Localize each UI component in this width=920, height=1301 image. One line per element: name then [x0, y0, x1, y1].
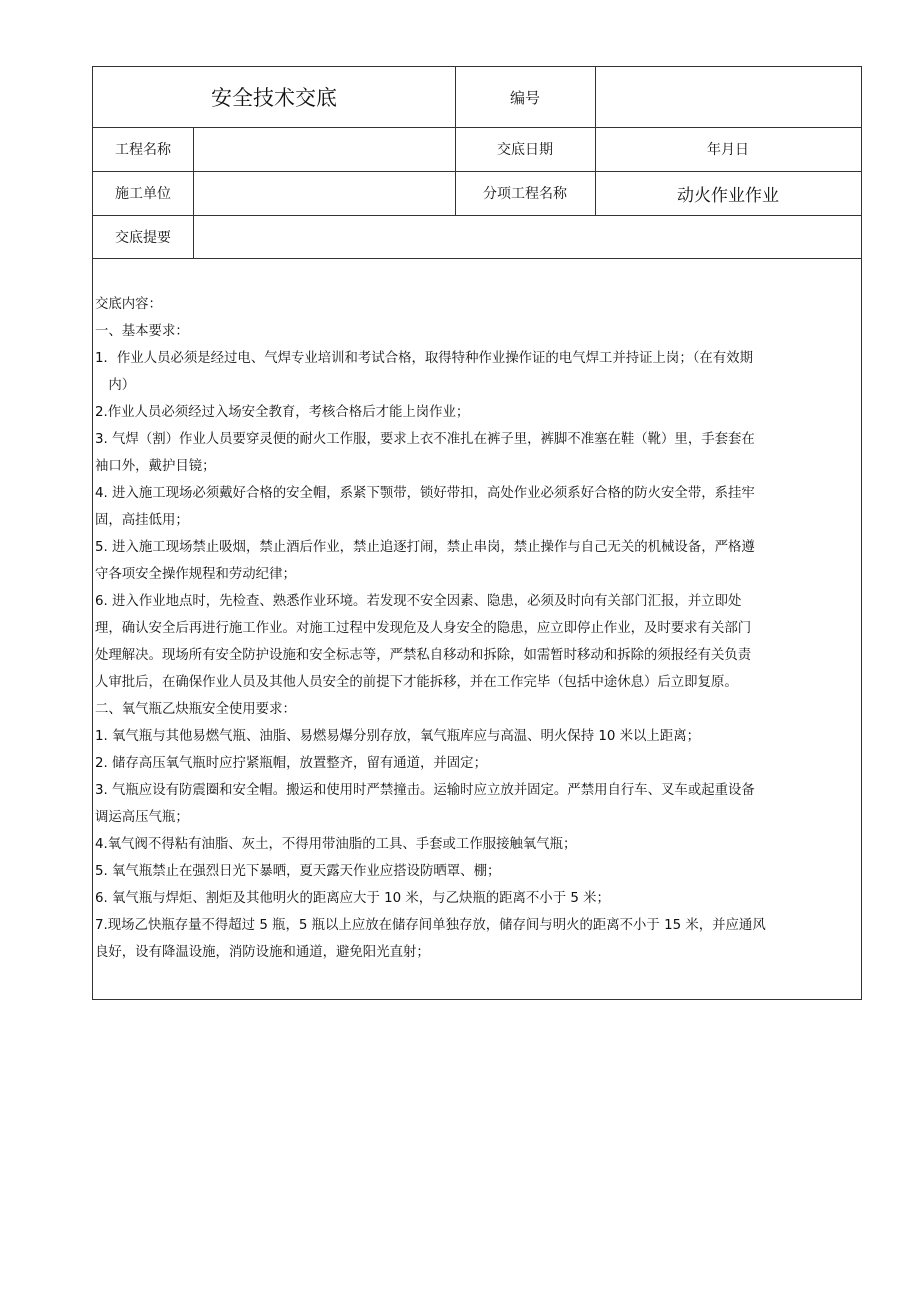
- content-line: 交底内容：: [95, 297, 162, 312]
- content-line: 7.现场乙快瓶存量不得超过 5 瓶，5 瓶以上应放在储存间单独存放，储存间与明火的距离不小于 15 米，并应通风: [95, 918, 766, 933]
- content-line: 良好，设有降温设施，消防设施和通道，避免阳光直射；: [95, 945, 430, 960]
- disclosure-date-label: 交底日期: [497, 142, 553, 158]
- project-name-field[interactable]: [193, 127, 455, 171]
- sub-project-field[interactable]: 动火作业作业: [677, 185, 779, 206]
- content-line: 固，高挂低用；: [95, 513, 189, 528]
- content-line: 处理解决。现场所有安全防护设施和安全标志等，严禁私自移动和拆除，如需暂时移动和拆除的须报经有关负责: [95, 648, 752, 663]
- content-line: 3. 气焊（割）作业人员要穿灵便的耐火工作服，要求上衣不准扎在裤子里，裤脚不准塞在鞋（靴）里，手套套在: [95, 432, 755, 447]
- content-line: 1. 氧气瓶与其他易燃气瓶、油脂、易燃易爆分别存放，氧气瓶库应与高温、明火保持 10 米以上距离；: [95, 729, 700, 744]
- content-line: 6. 进入作业地点时，先检查、熟悉作业环境。若发现不安全因素、隐患，必须及时向有关部门汇报，并立即处: [95, 594, 742, 609]
- content-line: 调运高压气瓶；: [95, 810, 189, 825]
- content-line: 1．作业人员必须是经过电、气焊专业培训和考试合格，取得特种作业操作证的电气焊工并持证上岗；（在有效期: [95, 351, 753, 366]
- content-line: 守各项安全操作规程和劳动纪律；: [95, 567, 296, 582]
- sub-project-label: 分项工程名称: [483, 186, 567, 202]
- content-line: 4. 进入施工现场必须戴好合格的安全帽，系紧下颚带，锁好带扣，高处作业必须系好合格的防火安全带，系挂牢: [95, 486, 755, 501]
- disclosure-date-field[interactable]: 年月日: [707, 142, 749, 158]
- safety-disclosure-form: [92, 66, 862, 1000]
- content-line: 5. 进入施工现场禁止吸烟，禁止酒后作业，禁止追逐打闹，禁止串岗，禁止操作与自己无关的机械设备，严格遵: [95, 540, 755, 555]
- content-line: 5. 氧气瓶禁止在强烈日光下暴晒，夏天露天作业应搭设防晒罩、棚；: [95, 864, 501, 879]
- content-line: 一、基本要求：: [95, 324, 189, 339]
- construction-unit-label: 施工单位: [115, 186, 171, 202]
- project-name-label: 工程名称: [115, 142, 171, 158]
- content-line: 3. 气瓶应设有防震圈和安全帽。搬运和使用时严禁撞击。运输时应立放并固定。严禁用自行车、叉车或起重设备: [95, 783, 755, 798]
- construction-unit-field[interactable]: [193, 171, 455, 215]
- content-line: 2. 储存高压氧气瓶时应拧紧瓶帽，放置整齐，留有通道，并固定；: [95, 756, 487, 771]
- content-line: 二、氧气瓶乙炔瓶安全使用要求：: [95, 702, 296, 717]
- disclosure-summary-label: 交底提要: [115, 229, 171, 246]
- content-line: 2.作业人员必须经过入场安全教育，考核合格后才能上岗作业；: [95, 405, 470, 420]
- disclosure-summary-field[interactable]: [193, 215, 861, 258]
- content-line: 理，确认安全后再进行施工作业。对施工过程中发现危及人身安全的隐患，应立即停止作业，及时要求有关部门: [95, 621, 752, 636]
- row-divider: [93, 258, 861, 259]
- content-line: 袖口外，戴护目镜；: [95, 459, 216, 474]
- content-line: 6. 氧气瓶与焊炬、割炬及其他明火的距离应大于 10 米，与乙炔瓶的距离不小于 5 米；: [95, 891, 610, 906]
- content-line: 内）: [95, 378, 136, 393]
- number-label: 编号: [509, 88, 540, 107]
- disclosure-content: [93, 291, 861, 966]
- content-line: 人审批后，在确保作业人员及其他人员安全的前提下才能拆移，并在工作完毕（包括中途休息）后立即复原。: [95, 675, 738, 690]
- number-field[interactable]: [595, 67, 861, 127]
- form-title: 安全技术交底: [211, 86, 337, 110]
- content-line: 4.氧气阀不得粘有油脂、灰土，不得用带油脂的工具、手套或工作服接触氧气瓶；: [95, 837, 577, 852]
